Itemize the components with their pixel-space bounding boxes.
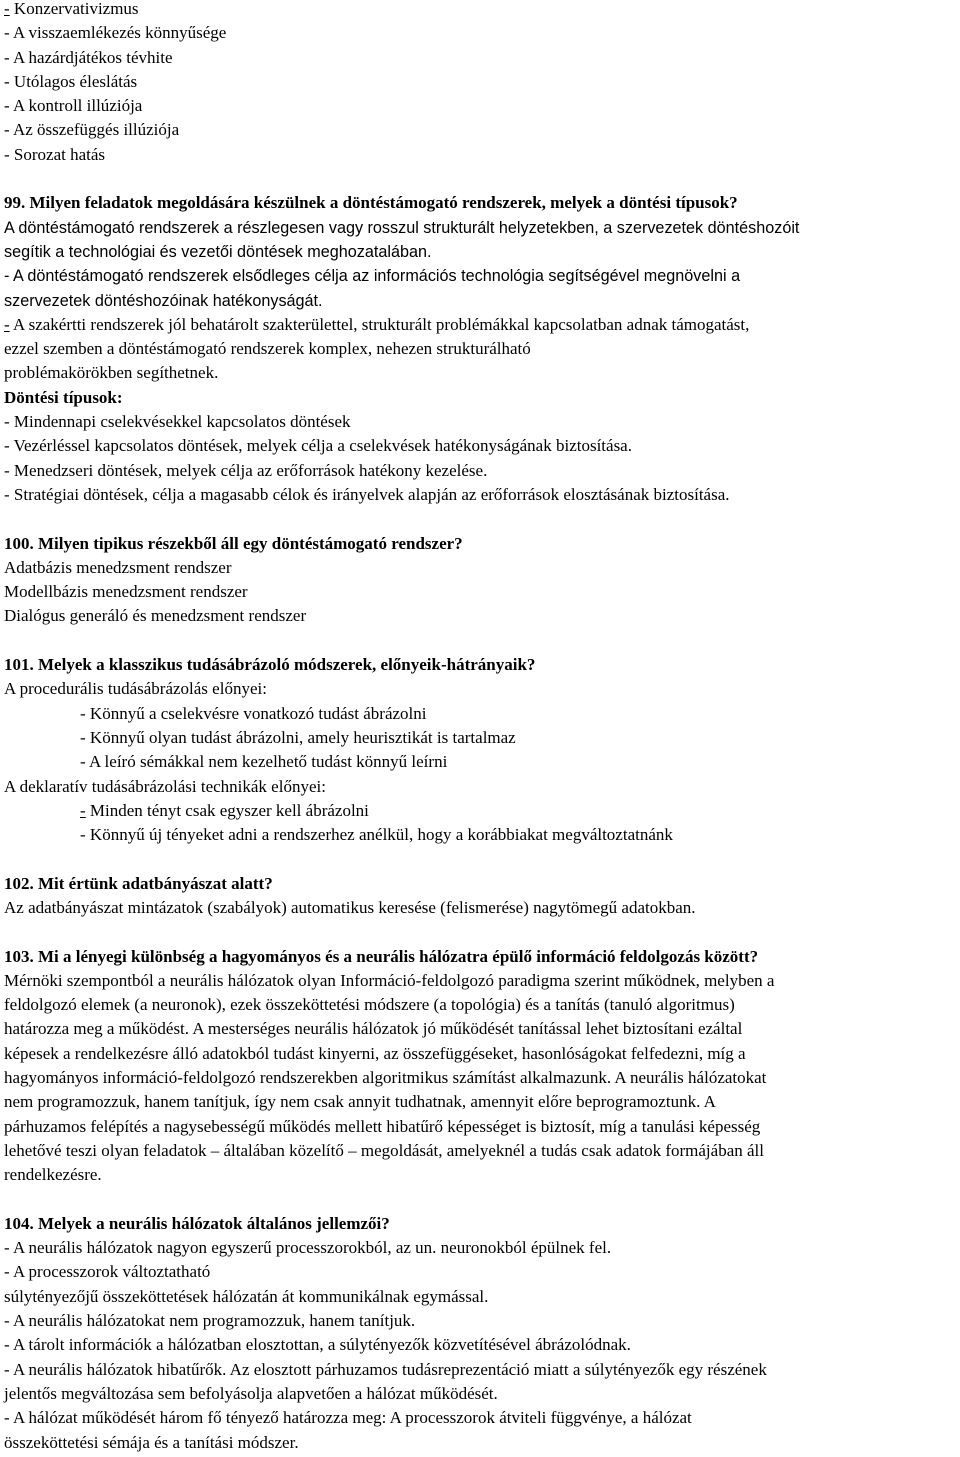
list-item: - Könnyű olyan tudást ábrázolni, amely heurisztikát is tartalmaz [80, 727, 516, 747]
list-item: összeköttetési sémája és a tanítási módszer. [4, 1432, 299, 1452]
list-item: jelentős megváltozása sem befolyásolja alapvetően a hálózat működését. [4, 1383, 498, 1403]
question-100 [4, 532, 960, 629]
paragraph-line: képesek a rendelkezésre álló adatokból tudást kinyerni, az összefüggéseket, hasonlóságokat felfedezni, míg a [4, 1043, 746, 1063]
paragraph-line: szervezetek döntéshozóinak hatékonyságát. [4, 291, 323, 310]
list-item: - A kontroll illúziója [4, 96, 143, 116]
list-item: - A hálózat működését három fő tényező határozza meg: A processzorok átviteli függvénye, a hálózat [4, 1408, 692, 1428]
list-item: - Menedzseri döntések, melyek célja az erőforrások hatékony kezelése. [4, 460, 488, 480]
list-item: - A neurális hálózatokat nem programozzuk, hanem tanítjuk. [4, 1311, 416, 1331]
question-title: 101. Melyek a klasszikus tudásábrázoló módszerek, előnyeik-hátrányaik? [4, 655, 536, 675]
paragraph-line: határozza meg a működést. A mesterséges neurális hálózatok jó működését tanítással lehet biztosítani ezáltal [4, 1019, 743, 1039]
spacer [4, 167, 960, 191]
question-title: 100. Milyen tipikus részekből áll egy döntéstámogató rendszer? [4, 533, 463, 553]
paragraph-line: problémakörökben segíthetnek. [4, 363, 219, 383]
question-101 [4, 653, 960, 847]
question-title: 103. Mi a lényegi különbség a hagyományos és a neurális hálózatra épülő információ feldolgozás között? [4, 946, 759, 966]
list-item: - A neurális hálózatok nagyon egyszerű processzorokból, az un. neuronokból épülnek fel. [4, 1238, 612, 1258]
section-heading: Döntési típusok: [4, 387, 123, 407]
list-item: - Vezérléssel kapcsolatos döntések, melyek célja a cselekvések hatékonyságának biztosítása. [4, 436, 632, 456]
spacer [4, 507, 960, 531]
list-item: - Stratégiai döntések, célja a magasabb célok és irányelvek alapján az erőforrások elosztásának biztosítása. [4, 484, 730, 504]
list-item: - Minden tényt csak egyszer kell ábrázolni [80, 800, 369, 820]
list-item: Adatbázis menedzsment rendszer [4, 557, 232, 577]
question-title: 99. Milyen feladatok megoldására készülnek a döntéstámogató rendszerek, melyek a döntési típusok? [4, 193, 738, 213]
list-item: - A processzorok változtatható [4, 1262, 211, 1282]
list-item: - A tárolt információk a hálózatban elosztottan, a súlytényezők közvetítésével ábrázolódnak. [4, 1335, 631, 1355]
spacer [4, 629, 960, 653]
list-item: - Sorozat hatás [4, 144, 106, 164]
paragraph-line: Mérnöki szempontból a neurális hálózatok olyan Információ-feldolgozó paradigma szerint működnek, melyben a [4, 970, 775, 990]
paragraph-line: - A szakértti rendszerek jól behatárolt szakterülettel, strukturált problémákkal kapcsolatban adnak támogatást, [4, 314, 750, 334]
list-item: - A neurális hálózatok hibatűrők. Az elosztott párhuzamos tudásreprezentáció miatt a súlytényezők egy részének [4, 1359, 767, 1379]
question-103 [4, 945, 960, 1188]
bias-list [4, 0, 960, 167]
question-99 [4, 191, 960, 507]
list-item: - Könnyű új tényeket adni a rendszerhez anélkül, hogy a korábbiakat megváltoztatnánk [80, 825, 673, 845]
list-item: - Konzervativizmus [4, 0, 139, 18]
paragraph-line: - A döntéstámogató rendszerek elsődleges célja az információs technológia segítségével megnövelni a [4, 267, 741, 286]
answer-text: Az adatbányászat mintázatok (szabályok) automatikus keresése (felismerése) nagytömegű adatokban. [4, 897, 696, 917]
spacer [4, 920, 960, 944]
list-item: Dialógus generáló és menedzsment rendszer [4, 606, 307, 626]
paragraph-line: rendelkezésre. [4, 1165, 102, 1185]
section-heading: A procedurális tudásábrázolás előnyei: [4, 679, 267, 699]
paragraph-line: hagyományos információ-feldolgozó rendszerekben algoritmikus számítást alkalmazunk. A neurális hálózatokat [4, 1068, 767, 1088]
paragraph-line: ezzel szemben a döntéstámogató rendszerek komplex, nehezen strukturálható [4, 339, 531, 359]
question-104 [4, 1212, 960, 1455]
list-item: - A visszaemlékezés könnyűsége [4, 23, 227, 43]
list-item: - Utólagos éleslátás [4, 71, 138, 91]
paragraph-line: lehetővé teszi olyan feladatok – általában közelítő – megoldását, amelyeknél a tudás csak adatok formájában áll [4, 1140, 764, 1160]
section-heading: A deklaratív tudásábrázolási technikák előnyei: [4, 776, 326, 796]
list-item: - Mindennapi cselekvésekkel kapcsolatos döntések [4, 412, 351, 432]
list-item: - Könnyű a cselekvésre vonatkozó tudást ábrázolni [80, 703, 427, 723]
document-page [4, 0, 960, 1455]
paragraph-line: segítik a technológiai és vezetői döntések meghozatalában. [4, 242, 432, 261]
list-item: súlytényezőjű összeköttetések hálózatán át kommunikálnak egymással. [4, 1286, 489, 1306]
paragraph-line: nem programozzuk, hanem tanítjuk, így nem csak annyit tudhatnak, amennyit előre beprogramoztunk. A [4, 1092, 716, 1112]
list-item: Modellbázis menedzsment rendszer [4, 582, 248, 602]
spacer [4, 847, 960, 871]
paragraph-line: párhuzamos felépítés a nagysebességű működés mellett hibatűrő képességet is biztosít, míg a tanulási képesség [4, 1116, 761, 1136]
list-item: - Az összefüggés illúziója [4, 120, 180, 140]
question-title: 102. Mit értünk adatbányászat alatt? [4, 873, 273, 893]
list-item: - A hazárdjátékos tévhite [4, 47, 173, 67]
spacer [4, 1188, 960, 1212]
question-102 [4, 872, 960, 921]
paragraph-line: feldolgozó elemek (a neuronok), ezek összeköttetési módszere (a topológia) és a tanítás (tanuló algoritmus) [4, 995, 735, 1015]
paragraph-line: A döntéstámogató rendszerek a részlegesen vagy rosszul strukturált helyzetekben, a szervezetek döntéshozóit [4, 218, 800, 237]
list-item: - A leíró sémákkal nem kezelhető tudást könnyű leírni [80, 752, 448, 772]
question-title: 104. Melyek a neurális hálózatok általános jellemzői? [4, 1213, 390, 1233]
